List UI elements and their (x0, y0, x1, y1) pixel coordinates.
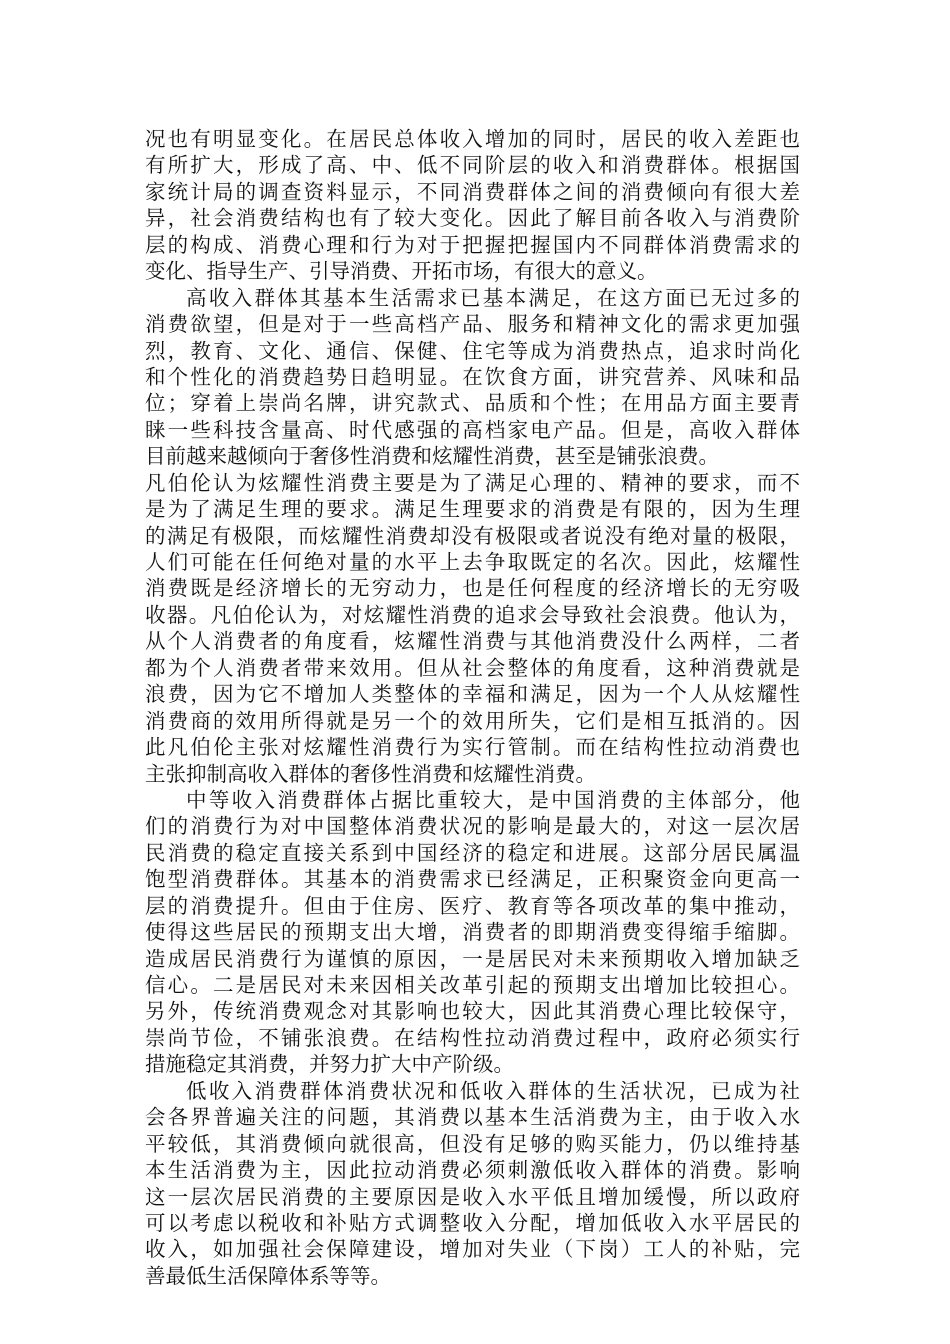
text-line: 消费欲望，但是对于一些高档产品、服务和精神文化的需求更加强 (145, 312, 800, 337)
text-line: 这一层次居民消费的主要原因是收入水平低且增加缓慢，所以政府 (145, 1184, 800, 1209)
text-line: 家统计局的调查资料显示，不同消费群体之间的消费倾向有很大差 (145, 179, 800, 204)
text-line: 使得这些居民的预期支出大增，消费者的即期消费变得缩手缩脚。 (145, 920, 800, 945)
text-line: 位；穿着上崇尚名牌，讲究款式、品质和个性；在用品方面主要青 (145, 391, 800, 416)
text-line: 主张抑制高收入群体的奢侈性消费和炫耀性消费。 (145, 761, 596, 786)
text-line: 可以考虑以税收和补贴方式调整收入分配，增加低收入水平居民的 (145, 1210, 800, 1235)
text-line: 崇尚节俭，不铺张浪费。在结构性拉动消费过程中，政府必须实行 (145, 1025, 800, 1050)
text-line: 层的消费提升。但由于住房、医疗、教育等各项改革的集中推动， (145, 893, 800, 918)
text-line: 们的消费行为对中国整体消费状况的影响是最大的，对这一层次居 (145, 814, 800, 839)
text-line: 信心。二是居民对未来因相关改革引起的预期支出增加比较担心。 (145, 973, 800, 997)
text-line: 饱型消费群体。其基本的消费需求已经满足，正积聚资金向更高一 (145, 867, 800, 892)
text-line: 此凡伯伦主张对炫耀性消费行为实行管制。而在结构性拉动消费也 (145, 735, 800, 760)
text-line: 浪费，因为它不增加人类整体的幸福和满足，因为一个人从炫耀性 (145, 682, 800, 707)
text-line: 况也有明显变化。在居民总体收入增加的同时，居民的收入差距也 (145, 127, 800, 151)
text-line: 措施稳定其消费，并努力扩大中产阶级。 (145, 1052, 514, 1077)
text-line: 造成居民消费行为谨慎的原因，一是居民对未来预期收入增加缺乏 (145, 946, 800, 971)
text-line: 异，社会消费结构也有了较大变化。因此了解目前各收入与消费阶 (145, 206, 800, 231)
text-line: 是为了满足生理的要求。满足生理要求的消费是有限的，因为生理 (145, 497, 800, 522)
text-line: 本生活消费为主，因此拉动消费必须刺激低收入群体的消费。影响 (145, 1158, 800, 1183)
text-line: 会各界普遍关注的问题，其消费以基本生活消费为主，由于收入水 (145, 1105, 800, 1130)
paragraph-first-line: 中等收入消费群体占据比重较大，是中国消费的主体部分，他 (186, 787, 800, 812)
text-line: 的满足有极限，而炫耀性消费却没有极限或者说没有绝对量的极限， (145, 523, 800, 548)
text-line: 善最低生活保障体系等等。 (145, 1263, 391, 1288)
text-line: 和个性化的消费趋势日趋明显。在饮食方面，讲究营养、风味和品 (145, 364, 800, 389)
text-line: 有所扩大，形成了高、中、低不同阶层的收入和消费群体。根据国 (145, 153, 800, 178)
paragraph-first-line: 低收入消费群体消费状况和低收入群体的生活状况，已成为社 (186, 1078, 800, 1103)
text-line: 消费既是经济增长的无穷动力，也是任何程度的经济增长的无穷吸 (145, 576, 800, 601)
text-line: 人们可能在任何绝对量的水平上去争取既定的名次。因此，炫耀性 (145, 550, 800, 574)
text-line: 层的构成、消费心理和行为对于把握把握国内不同群体消费需求的 (145, 232, 800, 257)
text-line: 凡伯伦认为炫耀性消费主要是为了满足心理的、精神的要求，而不 (145, 470, 800, 495)
text-line: 平较低，其消费倾向就很高，但没有足够的购买能力，仍以维持基 (145, 1131, 800, 1156)
text-line: 目前越来越倾向于奢侈性消费和炫耀性消费，甚至是铺张浪费。 (145, 444, 719, 469)
text-line: 消费商的效用所得就是另一个的效用所失，它们是相互抵消的。因 (145, 708, 800, 733)
text-line: 变化、指导生产、引导消费、开拓市场，有很大的意义。 (145, 259, 658, 284)
text-line: 另外，传统消费观念对其影响也较大，因此其消费心理比较保守， (145, 999, 800, 1024)
text-line: 从个人消费者的角度看，炫耀性消费与其他消费没什么两样，二者 (145, 629, 800, 654)
paragraph-first-line: 高收入群体其基本生活需求已基本满足，在这方面已无过多的 (186, 285, 800, 310)
text-line: 收器。凡伯伦认为，对炫耀性消费的追求会导致社会浪费。他认为， (145, 602, 800, 627)
text-line: 收入，如加强社会保障建设，增加对失业（下岗）工人的补贴，完 (145, 1237, 800, 1262)
text-line: 烈，教育、文化、通信、保健、住宅等成为消费热点，追求时尚化 (145, 338, 800, 363)
text-line: 都为个人消费者带来效用。但从社会整体的角度看，这种消费就是 (145, 655, 800, 680)
text-line: 睐一些科技含量高、时代感强的高档家电产品。但是，高收入群体 (145, 417, 800, 442)
text-line: 民消费的稳定直接关系到中国经济的稳定和进展。这部分居民属温 (145, 840, 800, 865)
document-body (145, 126, 800, 1289)
